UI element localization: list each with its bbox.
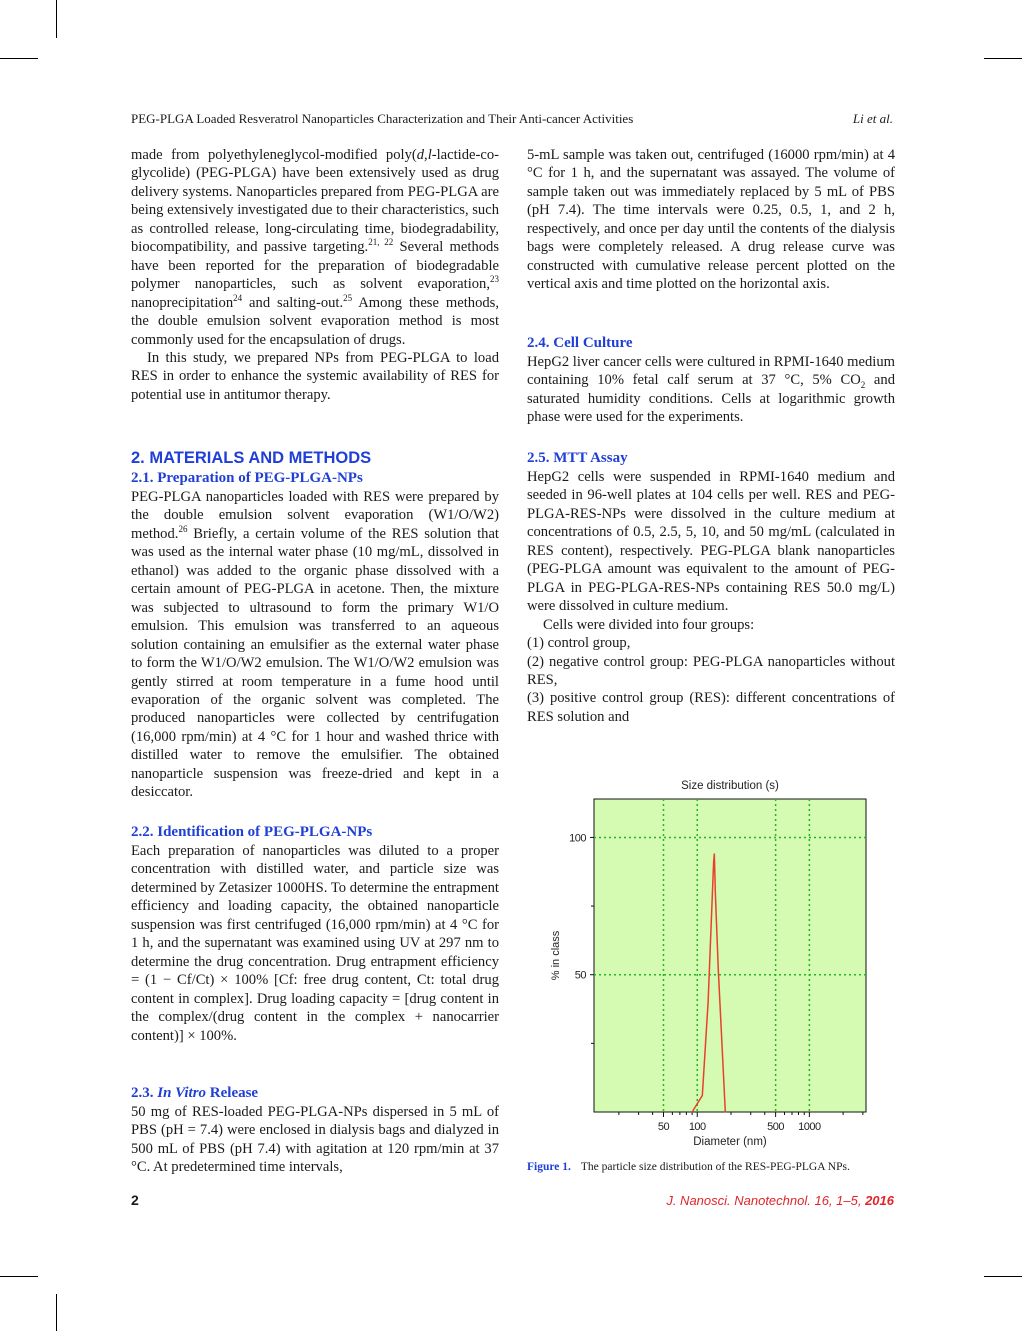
data-point: [718, 969, 719, 970]
size-distribution-chart: [540, 770, 880, 1155]
release-paragraph: 50 mg of RES-loaded PEG-PLGA-NPs dispersed in 5 mL of PBS (pH = 7.4) were enclosed in dialysis bags and dialyzed in 500 mL of PBS (pH 7.4) with agitation at 120 rpm/min at 37 °C. At predetermined time intervals,: [131, 1104, 499, 1176]
crop-mark: [984, 1276, 1022, 1277]
plot-area: [594, 799, 866, 1112]
mtt-paragraph: HepG2 cells were suspended in RPMI-1640 medium and seeded in 96-well plates at 104 cells per well. RES and PEG-PLGA-RES-NPs were dissolved in the culture medium at concentrations of 0.5, 2.5, 5, 10, and 50 mg/mL (calculated in RES content), respectively. PEG-PLGA blank nanoparticles (PEG-PLGA amount was equivalent to the amount of PEG-PLGA in PEG-PLGA-RES-NPs containing RES 50.0 mg/L) were dissolved in culture medium.: [527, 469, 895, 615]
subscript: 2: [860, 380, 866, 391]
subsection-heading-2-2: 2.2. Identification of PEG-PLGA-NPs: [131, 824, 373, 840]
intro-paragraph: [131, 146, 499, 349]
data-point: [702, 1095, 703, 1096]
year: 2016: [865, 1193, 894, 1208]
x-tick-label: 100: [688, 1121, 706, 1133]
text: Release: [206, 1085, 259, 1101]
y-tick-label: 50: [574, 969, 586, 982]
text: Briefly, a certain volume of the RES solution that was used as the internal water phase (10 mg/mL, dissolved in ethanol) was added to the organic phase dissolved with a certain amount of PEG-PLGA in acetone. Then, the mixture was subjected to ultrasound to form the primary W1/O emulsion. This emulsion was transferred to an aqueous solution containing an emulsifier as the external water phase to form the W1/O/W2 emulsion. The W1/O/W2 emulsion was gently stirred at room temperature in a fume hood until evaporation of the organic solvent was completed. The produced nanoparticles were collected by centrifugation (16,000 rpm/min) at 4 °C for 1 hour and washed thrice with distilled water to remove the emulsifier. The obtained nanoparticle suspension was freeze-dried and kept in a desiccator.: [131, 525, 499, 801]
crop-mark: [0, 1276, 38, 1277]
crop-mark: [984, 58, 1022, 59]
text: and salting-out.: [242, 294, 344, 311]
data-point: [692, 1111, 693, 1112]
data-point: [725, 1111, 726, 1112]
identification-paragraph: Each preparation of nanoparticles was diluted to a proper concentration with distilled water, and particle size was determined by Zetasizer 1000HS. To determine the entrapment efficiency and loading capacity, the obtained nanoparticle suspension was first centrifuged (16,000 rpm/min) at 4 °C for 1 h, and the supernatant was examined using UV at 297 nm to determine the drug concentration. Drug entrapment efficiency = (1 − Cf/Ct) × 100% [Cf: free drug content, Ct: total drug content in complex]. Drug loading capacity = [drug content in the complex/(drug content in the complex + nanocarrier content)] × 100%.: [131, 843, 499, 1044]
citation: 24: [233, 292, 243, 303]
subsection-heading-2-4: 2.4. Cell Culture: [527, 335, 633, 351]
x-tick-label: 500: [767, 1121, 785, 1133]
running-title: PEG-PLGA Loaded Resveratrol Nanoparticles Characterization and Their Anti-cancer Activities: [131, 111, 634, 126]
text: d: [416, 147, 425, 163]
crop-mark: [0, 58, 38, 59]
methods-section: [131, 448, 499, 802]
text: made from polyethyleneglycol-modified poly(: [131, 147, 417, 163]
crop-mark: [56, 0, 57, 38]
x-tick-label: 1000: [798, 1121, 821, 1133]
group-item: (2) negative control group: PEG-PLGA nanoparticles without RES,: [527, 653, 895, 688]
y-axis-label: % in class: [550, 930, 562, 981]
section-2-4: [527, 333, 895, 427]
text: In Vitro: [157, 1085, 207, 1101]
running-authors: Li et al.: [852, 111, 893, 126]
citation: 26: [178, 524, 188, 535]
section-heading: 2. MATERIALS AND METHODS: [131, 449, 372, 467]
x-axis-label: Diameter (nm): [693, 1136, 767, 1148]
pages: 1–5,: [832, 1193, 866, 1208]
group-item: (1) control group,: [527, 635, 631, 652]
data-point: [714, 853, 715, 854]
data-point: [712, 897, 713, 898]
text: and saturated humidity conditions. Cells at logarithmic growth phase were used for the experiments.: [527, 372, 895, 426]
figure-label: Figure 1.: [527, 1161, 571, 1173]
data-point: [713, 862, 714, 863]
data-point: [715, 892, 716, 893]
cell-culture-paragraph: [527, 353, 895, 427]
crop-mark: [56, 1294, 57, 1331]
section-2-2: [131, 822, 499, 1045]
citation: 21, 22: [368, 237, 394, 248]
citation: 23: [490, 274, 499, 285]
groups-intro: Cells were divided into four groups:: [543, 616, 755, 633]
right-column: [527, 146, 895, 294]
journal-citation: [666, 1193, 894, 1208]
chart-title: Size distribution (s): [681, 780, 779, 792]
subsection-heading-2-1: 2.1. Preparation of PEG-PLGA-NPs: [131, 470, 363, 486]
caption-text: The particle size distribution of the RES-PEG-PLGA NPs.: [580, 1161, 850, 1173]
figure-caption: [527, 1161, 850, 1173]
citation: 25: [343, 292, 353, 303]
text: nanoprecipitation: [131, 294, 234, 311]
section-2-5: [527, 448, 895, 726]
group-item: (3) positive control group (RES): different concentrations of RES solution and: [527, 690, 895, 725]
text: l: [427, 147, 432, 163]
journal-name: J. Nanosci. Nanotechnol.: [666, 1193, 811, 1208]
text: HepG2 liver cancer cells were cultured in RPMI-1640 medium containing 10% fetal calf serum at 37 °C, 5% CO: [527, 354, 895, 389]
text: 2.3.: [131, 1085, 158, 1101]
left-column: [131, 146, 499, 404]
text: PEG-PLGA nanoparticles loaded with RES were prepared by the double emulsion solvent evaporation (W1/O/W2) method.: [131, 489, 499, 542]
data-point: [708, 1002, 709, 1003]
subsection-heading-2-5: 2.5. MTT Assay: [527, 450, 628, 466]
study-paragraph: In this study, we prepared NPs from PEG-PLGA to load RES in order to enhance the systemic availability of RES for potential use in antitumor therapy.: [131, 349, 499, 403]
text: Among these methods, the double emulsion solvent evaporation method is most commonly used for the encapsulation of drugs.: [131, 294, 499, 348]
x-tick-label: 50: [657, 1121, 670, 1133]
text: Several methods have been reported for the preparation of biodegradable polymer nanoparticles, such as solvent evaporation,: [131, 239, 500, 293]
text: ,: [424, 147, 428, 163]
preparation-paragraph: [131, 488, 499, 802]
text: -lactide-co-glycolide) (PEG-PLGA) have been extensively used as drug delivery systems. Nanoparticles prepared from PEG-PLGA are being extensively investigated due to their characteristics, such as controlled release, long-circulating time, biodegradability, biocompatibility, and passive targeting.: [131, 147, 499, 256]
subsection-heading-2-3: [131, 1083, 499, 1103]
page-number: 2: [131, 1192, 139, 1208]
section-2-3: [131, 1083, 499, 1177]
release-continued-paragraph: 5-mL sample was taken out, centrifuged (16000 rpm/min) at 4 °C for 1 h, and the supernatant was assayed. The volume of sample taken out was immediately replaced by 5 mL of PBS (pH 7.4). The time intervals were 0.25, 0.5, 1, and 2 h, respectively, and once per day until the contents of the dialysis bags were completely released. A drug release curve was constructed with cumulative release percent plotted on the vertical axis and time plotted on the horizontal axis.: [527, 147, 895, 293]
volume: 16,: [810, 1193, 833, 1208]
y-tick-label: 100: [569, 832, 586, 845]
